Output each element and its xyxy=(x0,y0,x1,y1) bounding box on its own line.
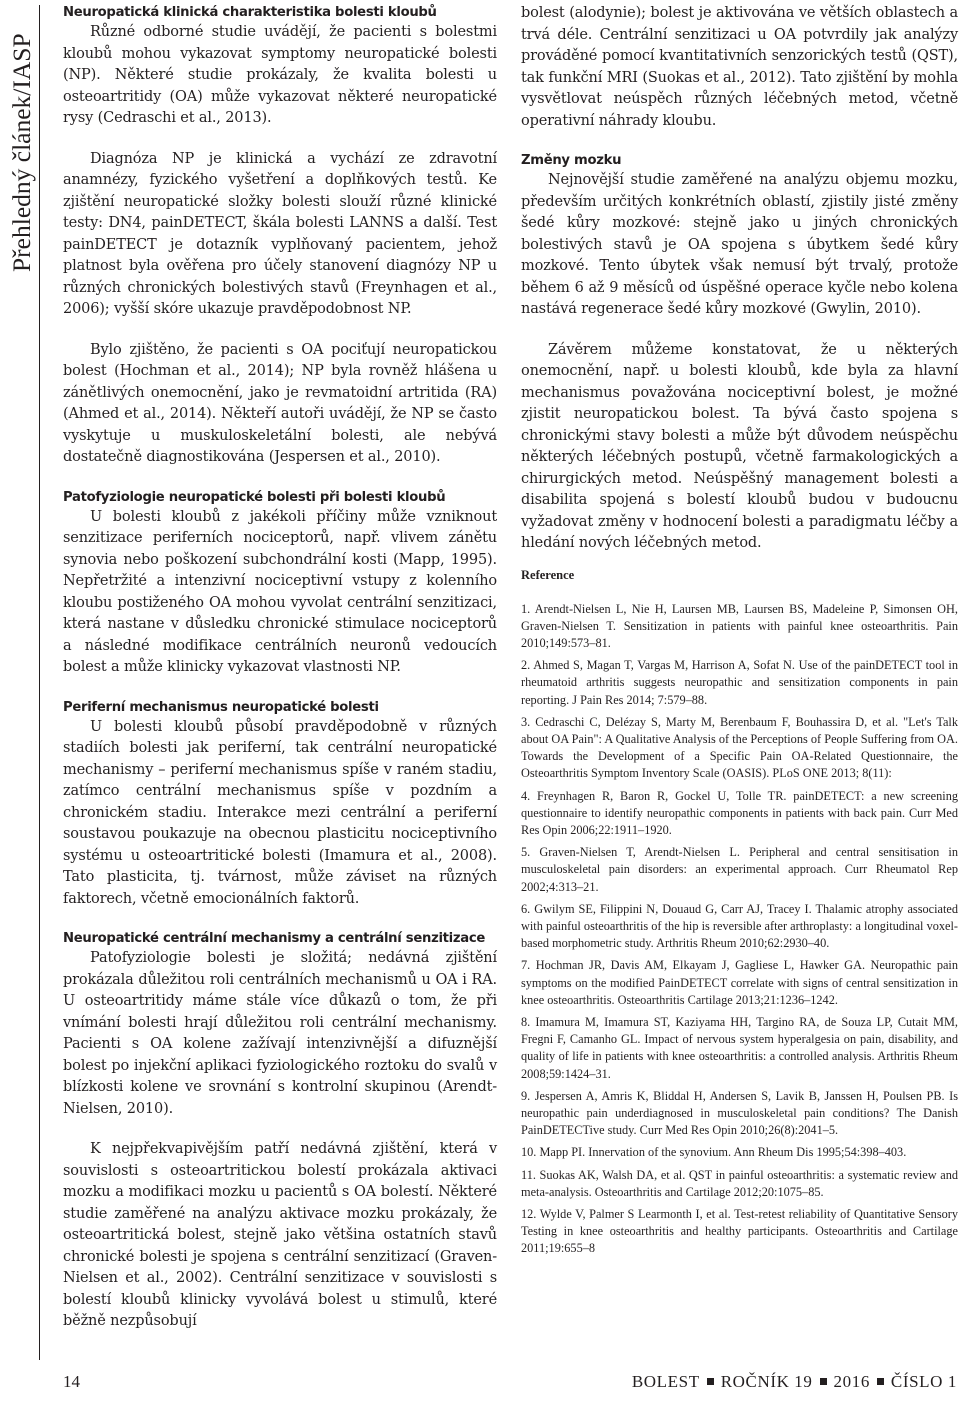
section-heading: Neuropatická klinická charakteristika bolesti kloubů xyxy=(63,5,437,20)
reference-item: 6. Gwilym SE, Filippini N, Douaud G, Carr AJ, Tracey I. Thalamic atrophy associated with painful osteoarthritis of the hip is reversible after arthroplasty: a longitudinal voxel-based morphometric study. Arthritis Rheum 2010;62:2930–40. xyxy=(521,901,958,951)
body-paragraph: Bylo zjištěno, že pacienti s OA pociťují neuropatickou bolest (Hochman et al., 2014); NP byla rovněž hlášena u zánětlivých onemocnění, jako je revmatoidní artritida (RA) (Ahmed et al., 2014). Někteří autoři uvádějí, že NP se často vyskytuje u muskuloskeletální bolesti, ale nebývá dostatečně diagnostikována (Jespersen et al., 2010). xyxy=(63,341,497,465)
references-list xyxy=(521,601,958,1258)
body-paragraph: Závěrem můžeme konstatovat, že u některých onemocnění, např. u bolesti kloubů, kde byla za hlavní mechanismus považována nociceptivní bolest, je možné zjistit neuropatickou bolest. Ta bývá často spojena s chronickými stavy bolesti a může být důvodem neúspěchu některých léčebných postupů, včetně farmakologických a chirurgických metod. Neúspěšný management bolesti a disabilita spojená s bolestí kloubů budou v budoucnu vyžadovat změny v hodnocení bolesti a paradigmatu léčby a hledání nových léčebných metod. xyxy=(521,341,958,551)
reference-item: 9. Jespersen A, Amris K, Bliddal H, Andersen S, Lavik B, Janssen H, Poulsen PB. Is neuropathic pain underdiagnosed in musculoskeletal pain conditions? The Danish PainDETECTive study. Curr Med Res Opin 2010;26(8):2041–5. xyxy=(521,1088,958,1138)
body-paragraph: Patofyziologie bolesti je složitá; nedávná zjištění prokázala důležitou roli centrálních mechanismů u OA i RA. U osteoartritidy máme stále více důkazů o tom, že při vnímání bolesti hrají důležitou roli centrální mechanismy. Pacienti s OA kolene zažívají intenzivnější a difuznější bolest po injekční aplikaci fyziologického roztoku do svalů v blízkosti kolene ve srovnání s kontrolní skupinou (Arendt-Nielsen, 2010). xyxy=(63,950,497,1117)
journal-name: BOLEST xyxy=(631,1372,700,1391)
separator-square-icon xyxy=(820,1378,827,1385)
page-footer xyxy=(0,1370,960,1394)
journal-info xyxy=(632,1372,957,1392)
left-column xyxy=(63,3,497,1333)
page-number: 14 xyxy=(63,1372,80,1391)
references-heading: Reference xyxy=(521,567,575,582)
separator-square-icon xyxy=(707,1378,714,1385)
body-paragraph: Diagnóza NP je klinická a vychází ze zdravotní anamnézy, fyzického vyšetření a doplňkových testů. Ke zjištění neuropatické složky bolesti slouží různé klinické testy: DN4, painDETECT, škála bolesti LANNS a další. Test painDETECT je dotazník vyplňovaný pacientem, jehož platnost byla ověřena pro účely stanovení diagnózy NP u různých chronických bolestivých stavů (Freynhagen et al., 2006); vyšší skóre ukazuje pravděpodobnost NP. xyxy=(63,150,497,317)
body-paragraph: U bolesti kloubů působí pravděpodobně v různých stadiích bolesti jak periferní, tak centrální neuropatické mechanismy – periferní mechanismus spíše v raném stadiu, zatímco centrální mechanismus spíše v pozdním a chronickém stadiu. Interakce mezi centrální a periferní soustavou poukazuje na obecnou plasticitu nociceptivního systému u osteoartritické bolesti (Imamura et al., 2008). Tato plasticita, tj. tvárnost, může záviset na různých faktorech, včetně emocionálních faktorů. xyxy=(63,718,497,907)
section-heading: Patofyziologie neuropatické bolesti při bolesti kloubů xyxy=(63,489,446,505)
section-heading: Neuropatické centrální mechanismy a centrální senzitizace xyxy=(63,931,486,946)
body-paragraph: Nejnovější studie zaměřené na analýzu objemu mozku, především určitých konkrétních oblastí, zjistily jisté změny šedé kůry mozkové: stejně jako u jiných chronických bolestivých stavů je OA spojena s úbytkem šedé kůry mozkové. Tento úbytek však nemusí být trvalý, protože během 6 až 9 měsíců od úspěšné operace kyčle nebo kolena nastává regenerace šedé kůry mozkové (Gwylin, 2010). xyxy=(521,172,958,317)
body-paragraph: K nejpřekvapivějším patří nedávná zjištění, která v souvislosti s osteoartritickou bolestí prokázala aktivaci mozku a modifikaci mozku u pacientů s OA bolestí. Některé studie zaměřené na analýzu aktivace mozku prokázaly, že osteoartritická bolest, stejně jako většina ostatních stavů chronické bolesti je spojena s centrální senzitizací (Graven-Nielsen et al., 2002). Centrální senzitizace v souvislosti s bolestí kloubů klinicky vyvolává bolest u stimulů, které běžně nezpůsobují xyxy=(63,1141,497,1329)
reference-item: 11. Suokas AK, Walsh DA, et al. QST in painful osteoarthritis: a systematic review and meta-analysis. Osteoarthritis and Cartilage 2012;20:1075–85. xyxy=(521,1167,958,1199)
section-label: Přehledný článek/IASP xyxy=(7,33,36,272)
reference-item: 12. Wylde V, Palmer S Learmonth I, et al. Test-retest reliability of Quantitative Sensory Testing in knee osteoarthritis and healthy participants. Osteoarthritis and Cartilage 2011;19:655–8 xyxy=(521,1207,958,1256)
reference-item: 8. Imamura M, Imamura ST, Kaziyama HH, Targino RA, de Souza LP, Cutait MM, Fregni F, Camanho GL. Impact of nervous system hyperalgesia on pain, disability, and quality of life in patients with knee osteoarthritis: a controlled analysis. Arthritis Rheum 2008;59:1424–31. xyxy=(521,1014,958,1081)
reference-item: 4. Freynhagen R, Baron R, Gockel U, Tolle TR. painDETECT: a new screening questionnaire to identify neuropathic components in patients with back pain. Curr Med Res Opin 2006;22:1911–1920. xyxy=(521,788,958,837)
reference-item: 3. Cedraschi C, Delézay S, Marty M, Berenbaum F, Bouhassira D, et al. "Let's Talk about OA Pain": A Qualitative Analysis of the Perceptions of People Suffering from OA. Towards the Development of a Specific Pain OA-Related Questionnaire, the Osteoarthritis Symptom Inventory Scale (OASIS). PLoS ONE 2013; 8(11): xyxy=(521,714,958,781)
reference-item: 2. Ahmed S, Magan T, Vargas M, Harrison A, Sofat N. Use of the painDETECT tool in rheumatoid arthritis suggests neuropathic and sensitization components in pain reporting. J Pain Res 2014; 7:579–88. xyxy=(521,658,958,707)
reference-item: 7. Hochman JR, Davis AM, Elkayam J, Gagliese L, Hawker GA. Neuropathic pain symptoms on the modified PainDETECT correlate with signs of central sensitization in knee osteoarthritis. Osteoarthritis Cartilage 2013;21:1236–1242. xyxy=(521,958,958,1007)
journal-year: 2016 xyxy=(833,1372,870,1391)
body-paragraph: Různé odborné studie uvádějí, že pacienti s bolestmi kloubů mohou vykazovat symptomy neuropatické bolesti (NP). Některé studie prokázaly, že kvalita bolesti u osteoartritidy (OA) může vykazovat některé neuropatické rysy (Cedraschi et al., 2013). xyxy=(63,24,497,126)
side-rule xyxy=(39,5,40,1360)
separator-square-icon xyxy=(877,1378,884,1385)
body-paragraph: bolest (alodynie); bolest je aktivována ve větších oblastech a trvá déle. Centrální senzitizaci u OA potvrdily jak analýzy prováděné pomocí kvantitativních senzorických testů (QST), tak funkční MRI (Suokas et al., 2012). Tato zjištění by mohla vysvětlovat neúspěch různých léčebných metod, včetně operativní náhrady kloubu. xyxy=(521,5,958,129)
body-paragraph: U bolesti kloubů z jakékoli příčiny může vzniknout senzitizace periferních nociceptorů, např. vlivem zánětu synovia nebo poškození subchondrální kosti (Mapp, 1995). Nepřetržité a intenzivní nociceptivní vstupy z kolenního kloubu postiženého OA mohou vyvolat centrální senzitizaci, která nastane v důsledku chronické stimulace nociceptorů a následné modifikace centrálních neuronů vedoucích bolest a může klinicky vykazovat vlastnosti NP. xyxy=(63,508,497,675)
journal-volume: ROČNÍK 19 xyxy=(720,1372,813,1391)
section-heading: Periferní mechanismus neuropatické bolesti xyxy=(63,699,379,715)
journal-issue: ČÍSLO 1 xyxy=(890,1372,957,1391)
side-title xyxy=(1,5,41,1360)
section-heading: Změny mozku xyxy=(521,153,622,168)
right-column xyxy=(521,3,958,1263)
reference-item: 1. Arendt-Nielsen L, Nie H, Laursen MB, Laursen BS, Madeleine P, Simonsen OH, Graven-Nielsen T. Sensitization in patients with painful knee osteoarthritis. Pain 2010;149:573–81. xyxy=(521,601,958,650)
reference-item: 10. Mapp PI. Innervation of the synovium. Ann Rheum Dis 1995;54:398–403. xyxy=(521,1145,907,1160)
reference-item: 5. Graven-Nielsen T, Arendt-Nielsen L. Peripheral and central sensitisation in musculoskeletal pain disorders: an experimental approach. Curr Rheumatol Rep 2002;4:313–21. xyxy=(521,845,958,894)
